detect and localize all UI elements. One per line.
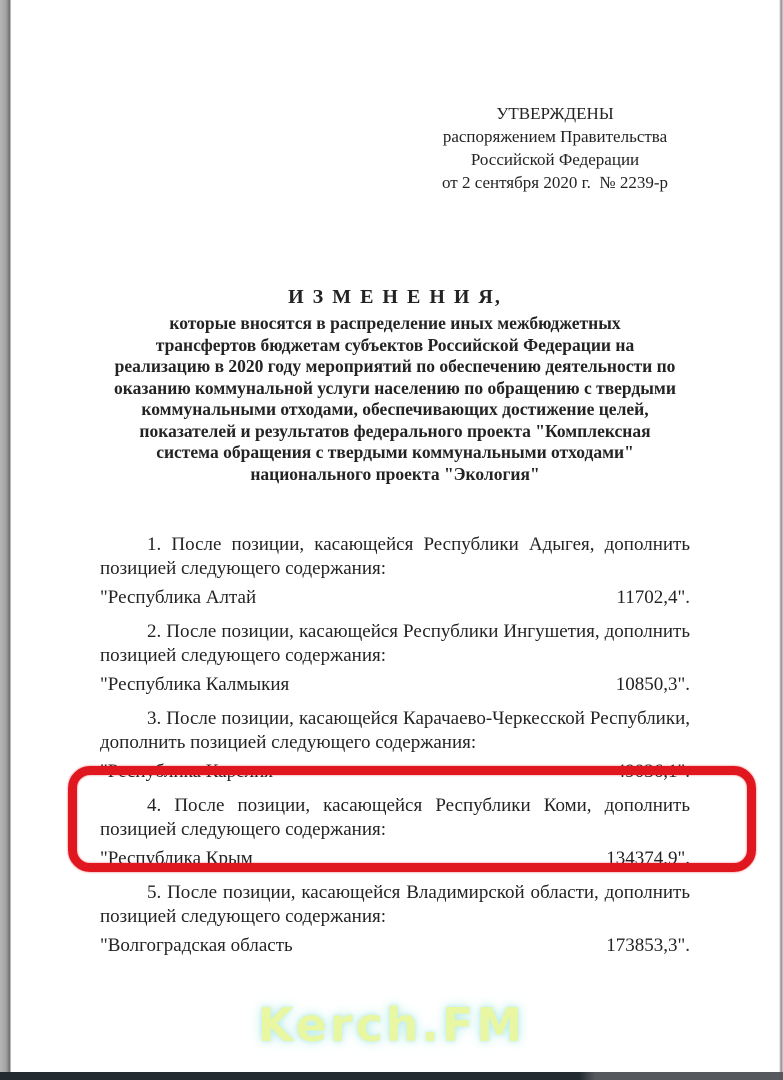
entry-amount: 134374,9". [606,848,690,869]
item-entry-row [100,586,690,610]
watermark-text: Kerch.FM [257,998,526,1052]
amendment-item-4 [100,794,690,871]
entry-amount: 173853,3". [606,935,690,956]
entry-amount: 11702,4". [616,587,690,608]
document-title-line: трансфертов бюджетам субъектов Российской Федерации на [155,334,635,355]
amendment-item-5 [100,881,690,958]
item-paragraph: 3. После позиции, касающейся Карачаево-Черкесской Республики, дополнить позицией следующего содержания: [100,708,690,753]
amendment-item-1 [100,533,690,610]
amendments-list [100,533,690,958]
item-paragraph: 5. После позиции, касающейся Владимирской области, дополнить позицией следующего содержания: [100,882,690,927]
document-title-line: коммунальными отходами, обеспечивающих достижение целей, [141,399,649,419]
entry-amount: 49036,1". [615,761,690,782]
item-entry-row [100,760,690,784]
document-title-line: национального проекта "Экология" [250,463,540,484]
document-title-heading: И З М Е Н Е Н И Я, [288,286,502,308]
approval-line: УТВЕРЖДЕНЫ [496,104,614,123]
document-title-line: реализацию в 2020 году мероприятий по обеспечению деятельности по [114,356,676,376]
document-title-line: которые вносятся в распределение иных межбюджетных [169,313,621,333]
amendment-item-3 [100,707,690,784]
item-paragraph: 1. После позиции, касающейся Республики Адыгея, дополнить позицией следующего содержания: [100,534,690,579]
entry-amount: 10850,3". [615,674,690,695]
document-title [100,284,690,485]
amendment-item-2 [100,620,690,697]
entry-region: "Республика Алтай [100,587,257,608]
document-title-line: показателей и результатов федерального проекта "Комплексная [139,420,651,441]
document-content [0,102,783,958]
approval-line: распоряжением Правительства [442,127,668,146]
scan-bottom-edge [0,1072,783,1080]
entry-region: "Волгоградская область [100,935,293,956]
document-title-line: оказанию коммунальной услуги населению по обращению с твердыми [114,377,676,398]
item-entry-row [100,847,690,871]
approval-block [432,102,678,194]
item-paragraph: 2. После позиции, касающейся Республики Ингушетия, дополнить позицией следующего содержания: [100,621,690,666]
item-entry-row [100,934,690,958]
approval-line: Российской Федерации [470,150,640,169]
approval-line: от 2 сентября 2020 г. № 2239-р [441,173,669,192]
document-title-line: система обращения с твердыми коммунальными отходами" [156,442,634,462]
item-paragraph: 4. После позиции, касающейся Республики Коми, дополнить позицией следующего содержания: [100,795,690,840]
entry-region: "Республика Крым [100,848,253,869]
entry-region: "Республика Калмыкия [100,674,290,695]
entry-region: "Республика Карелия [100,761,273,782]
item-entry-row [100,673,690,697]
